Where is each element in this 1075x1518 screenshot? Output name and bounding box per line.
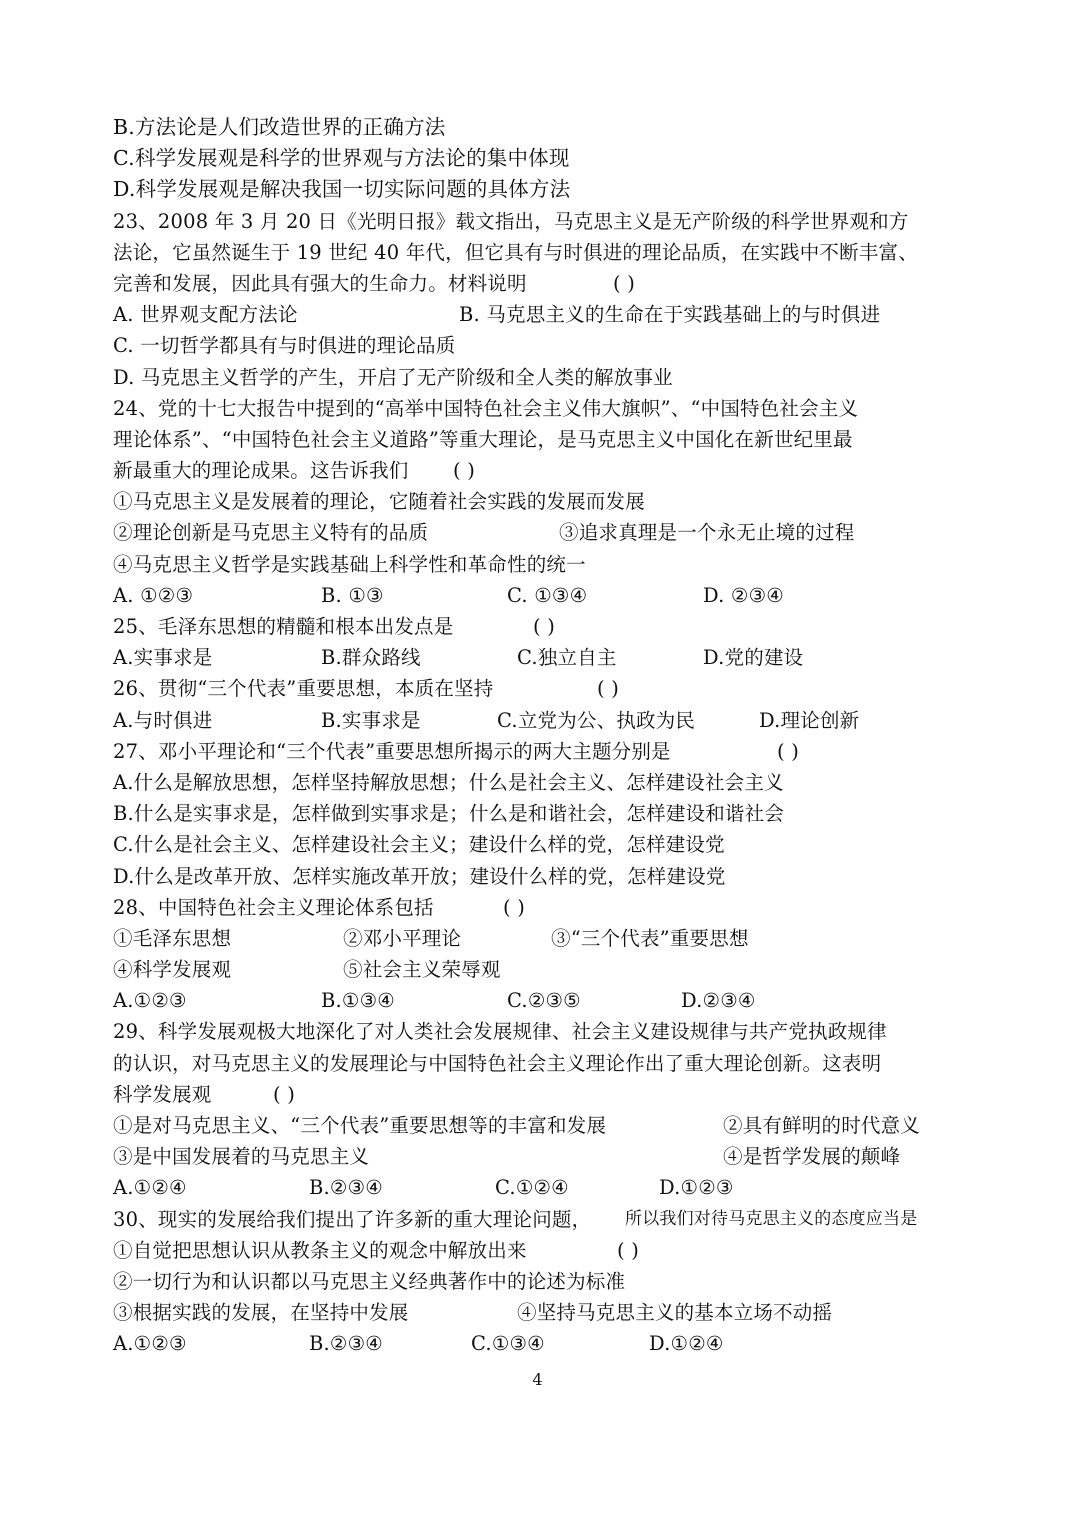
- text-segment: B. 马克思主义的生命在于实践基础上的与时俱进: [459, 303, 881, 327]
- text-line: [113, 673, 973, 704]
- text-segment: 23、2008 年 3 月 20 日《光明日报》载文指出，马克思主义是无产阶级的科学世界观和方: [113, 209, 909, 233]
- text-segment: ④坚持马克思主义的基本立场不动摇: [517, 1301, 833, 1325]
- text-line: [113, 174, 973, 205]
- text-line: [113, 736, 973, 767]
- text-segment: ( ): [533, 615, 556, 638]
- text-segment: 新最重大的理论成果。这告诉我们: [113, 459, 409, 483]
- text-segment: ④马克思主义哲学是实践基础上科学性和革命性的统一: [113, 552, 586, 576]
- text-line: [113, 767, 973, 798]
- text-segment: C.①③④: [471, 1332, 545, 1356]
- text-line: [113, 455, 973, 486]
- text-segment: 26、贯彻“三个代表”重要思想，本质在坚持: [113, 677, 494, 701]
- text-line: [113, 1079, 973, 1110]
- text-segment: B.实事求是: [321, 708, 421, 732]
- text-line: [113, 268, 973, 299]
- text-segment: C.科学发展观是科学的世界观与方法论的集中体现: [113, 146, 570, 171]
- text-line: [113, 954, 973, 985]
- text-line: [113, 1266, 973, 1297]
- text-segment: ①马克思主义是发展着的理论，它随着社会实践的发展而发展: [113, 490, 645, 514]
- text-segment: A.实事求是: [113, 646, 213, 670]
- text-segment: C.什么是社会主义、怎样建设社会主义；建设什么样的党，怎样建设党: [113, 833, 725, 857]
- text-segment: C. 一切哲学都具有与时俱进的理论品质: [113, 334, 456, 358]
- text-segment: ④是哲学发展的颠峰: [723, 1145, 901, 1169]
- text-line: [113, 892, 973, 923]
- text-segment: A. 世界观支配方法论: [113, 303, 298, 327]
- text-segment: D.①②③: [659, 1176, 734, 1200]
- text-segment: A.与时俱进: [113, 708, 213, 732]
- text-line: [113, 798, 973, 829]
- text-segment: ③根据实践的发展，在坚持中发展: [113, 1301, 409, 1325]
- text-line: [113, 393, 973, 424]
- text-segment: ③追求真理是一个永无止境的过程: [559, 521, 855, 545]
- text-segment: ③“三个代表”重要思想: [551, 926, 749, 950]
- text-segment: C.立党为公、执政为民: [497, 708, 696, 732]
- text-segment: ①是对马克思主义、“三个代表”重要思想等的丰富和发展: [113, 1114, 607, 1137]
- text-segment: B.②③④: [309, 1332, 383, 1356]
- text-segment: 27、邓小平理论和“三个代表”重要思想所揭示的两大主题分别是: [113, 739, 671, 763]
- text-segment: ( ): [617, 1238, 640, 1262]
- text-segment: B.②③④: [309, 1176, 383, 1200]
- text-line: [113, 1141, 973, 1172]
- text-segment: ④科学发展观: [113, 958, 232, 982]
- text-segment: A.①②③: [113, 989, 187, 1013]
- text-segment: ①自觉把思想认识从教条主义的观念中解放出来: [113, 1238, 527, 1262]
- text-segment: 24、党的十七大报告中提到的“高举中国特色社会主义伟大旗帜”、“中国特色社会主义: [113, 396, 859, 420]
- text-line: [113, 517, 973, 548]
- text-segment: ( ): [777, 739, 800, 763]
- text-line: [113, 112, 973, 143]
- text-segment: D.理论创新: [759, 708, 860, 732]
- text-segment: 28、中国特色社会主义理论体系包括: [113, 895, 434, 919]
- text-segment: D. 马克思主义哲学的产生，开启了无产阶级和全人类的解放事业: [113, 365, 673, 389]
- text-segment: ( ): [273, 1082, 296, 1106]
- text-line: [113, 1016, 973, 1047]
- text-line: [113, 143, 973, 174]
- text-line: [113, 861, 973, 892]
- text-segment: ( ): [613, 271, 636, 295]
- text-line: [113, 486, 973, 517]
- text-segment: 29、科学发展观极大地深化了对人类社会发展规律、社会主义建设规律与共产党执政规律: [113, 1020, 887, 1044]
- text-segment: 完善和发展，因此具有强大的生命力。材料说明: [113, 271, 527, 295]
- text-segment: ②具有鲜明的时代意义: [723, 1114, 921, 1137]
- text-segment: ②一切行为和认识都以马克思主义经典著作中的论述为标准: [113, 1269, 626, 1293]
- text-segment: 理论体系”、“中国特色社会主义道路”等重大理论，是马克思主义中国化在新世纪里最: [113, 427, 853, 451]
- text-segment: ②理论创新是马克思主义特有的品质: [113, 521, 429, 545]
- text-segment: D. ②③④: [703, 583, 784, 607]
- text-segment: A. ①②③: [113, 583, 194, 607]
- text-line: [113, 580, 973, 611]
- text-line: [113, 985, 973, 1016]
- text-segment: ( ): [597, 677, 620, 701]
- text-line: [113, 330, 973, 361]
- text-line: [113, 1297, 973, 1328]
- text-segment: C.①②④: [495, 1176, 569, 1200]
- text-line: [113, 206, 973, 237]
- text-line: [113, 362, 973, 393]
- text-segment: D.②③④: [681, 989, 756, 1013]
- text-segment: ( ): [453, 459, 476, 483]
- text-line: [113, 705, 973, 736]
- text-segment: 的认识，对马克思主义的发展理论与中国特色社会主义理论作出了重大理论创新。这表明: [113, 1051, 882, 1075]
- text-line: [113, 611, 973, 642]
- text-line: [113, 299, 973, 330]
- text-segment: ②邓小平理论: [343, 926, 462, 950]
- text-segment: A.①②④: [113, 1176, 187, 1200]
- text-segment: D.党的建设: [703, 646, 804, 670]
- text-segment: B.群众路线: [321, 646, 421, 670]
- text-segment: A.①②③: [113, 1332, 187, 1356]
- text-segment: 30、现实的发展给我们提出了许多新的重大理论问题，: [113, 1207, 592, 1231]
- text-segment: C. ①③④: [507, 583, 588, 607]
- text-line: [113, 1204, 973, 1235]
- text-line: [113, 237, 973, 268]
- text-segment: D.什么是改革开放、怎样实施改革开放；建设什么样的党，怎样建设党: [113, 864, 726, 888]
- text-line: [113, 1235, 973, 1266]
- text-segment: D.科学发展观是解决我国一切实际问题的具体方法: [113, 177, 571, 202]
- text-segment: 科学发展观: [113, 1082, 212, 1106]
- text-line: [113, 1048, 973, 1079]
- text-segment: 所以我们对待马克思主义的态度应当是: [625, 1208, 918, 1229]
- text-segment: D.①②④: [649, 1332, 724, 1356]
- text-line: [113, 1110, 973, 1141]
- text-line: [113, 642, 973, 673]
- text-segment: ( ): [503, 895, 526, 919]
- text-segment: B.方法论是人们改造世界的正确方法: [113, 115, 446, 139]
- text-segment: A.什么是解放思想，怎样坚持解放思想；什么是社会主义、怎样建设社会主义: [113, 770, 784, 794]
- text-segment: 法论，它虽然诞生于 19 世纪 40 年代，但它具有与时俱进的理论品质，在实践中不断丰富、: [113, 240, 918, 264]
- text-segment: ①毛泽东思想: [113, 926, 232, 950]
- text-line: [113, 549, 973, 580]
- page-number: 4: [532, 1370, 543, 1389]
- text-line: [113, 829, 973, 860]
- text-segment: B.什么是实事求是，怎样做到实事求是；什么是和谐社会，怎样建设和谐社会: [113, 802, 785, 826]
- document-body: [113, 112, 973, 1360]
- text-segment: B. ①③: [321, 583, 384, 607]
- text-segment: C.独立自主: [517, 646, 617, 670]
- text-line: [113, 424, 973, 455]
- text-segment: ⑤社会主义荣辱观: [343, 958, 501, 982]
- text-segment: B.①③④: [321, 989, 395, 1013]
- text-line: [113, 1328, 973, 1359]
- text-segment: 25、毛泽东思想的精髓和根本出发点是: [113, 615, 454, 638]
- text-segment: ③是中国发展着的马克思主义: [113, 1145, 370, 1169]
- text-segment: C.②③⑤: [507, 989, 581, 1013]
- text-line: [113, 923, 973, 954]
- text-line: [113, 1172, 973, 1203]
